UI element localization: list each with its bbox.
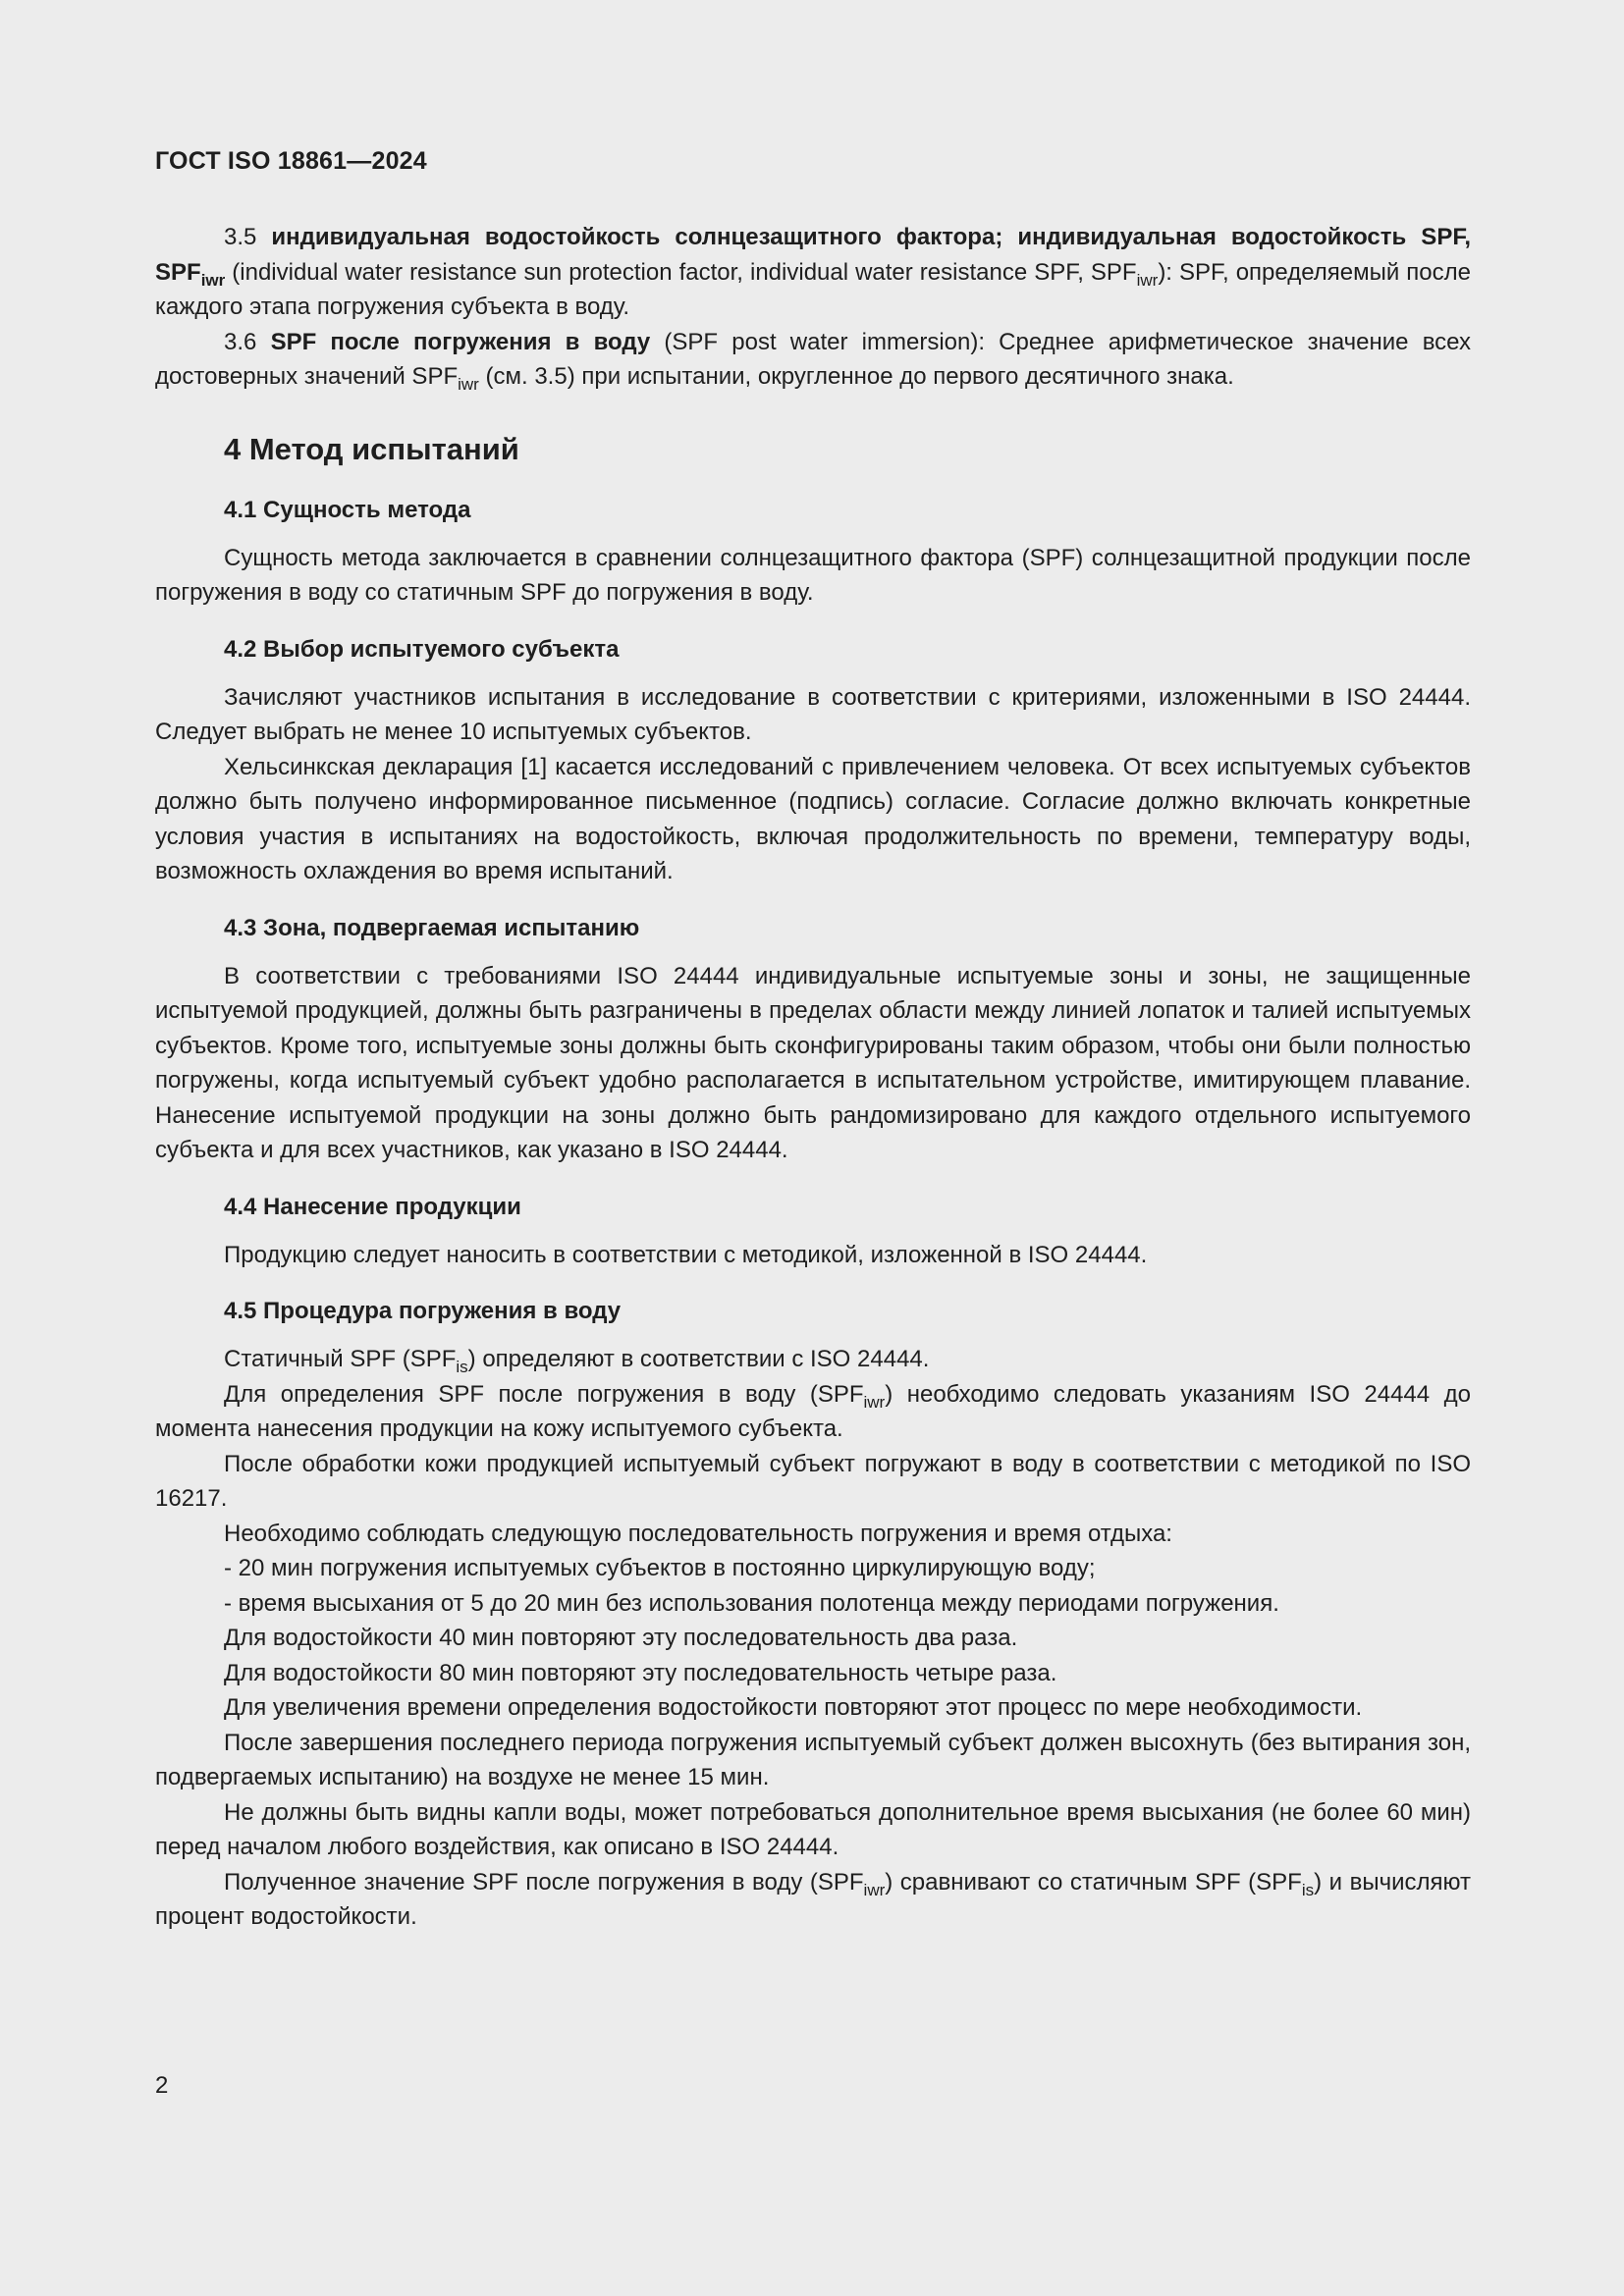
text: Статичный SPF (SPF: [224, 1346, 457, 1372]
document-body: [155, 220, 1471, 1935]
definition-text-end: (см. 3.5) при испытании, округленное до первого десятичного знака.: [478, 363, 1234, 390]
subsection-title-4-3: 4.3 Зона, подвергаемая испытанию: [224, 914, 640, 941]
definition-number: 3.6: [224, 328, 257, 355]
subscript: iwr: [863, 1880, 886, 1899]
definition-subscript: iwr: [458, 375, 479, 394]
paragraph: Необходимо соблюдать следующую последовательность погружения и время отдыха:: [224, 1520, 1172, 1547]
definition-3-6: [155, 325, 1471, 395]
text: ) определяют в соответствии с ISO 24444.: [467, 1346, 930, 1372]
definition-text: (SPF post water immersion): Среднее арифметическое значение всех достоверных значений SPF: [155, 328, 1471, 390]
english-term: (individual water resistance sun protection factor, individual water resistance SPF, SPF: [225, 258, 1137, 286]
paragraph: Для увеличения времени определения водостойкости повторяют этот процесс по мере необходимости.: [224, 1694, 1363, 1721]
definition-term: SPF после погружения в воду: [270, 328, 651, 355]
subsection-title-4-5: 4.5 Процедура погружения в воду: [224, 1298, 622, 1324]
paragraph: Для водостойкости 40 мин повторяют эту последовательность два раза.: [224, 1625, 1018, 1651]
subscript: iwr: [863, 1392, 886, 1412]
paragraph: [155, 1377, 1471, 1447]
paragraph: Хельсинкская декларация [1] касается исследований с привлечением человека. От всех испытуемых субъектов должно быть получено информированное письменное (подпись) согласие. Согласие должно включать конкретные условия участия в испытаниях на водостойкость, включая продолжительность по времени, температуру воды, возможность охлаждения во время испытаний.: [155, 753, 1471, 884]
list-item: - время высыхания от 5 до 20 мин без использования полотенца между периодами погружения.: [224, 1589, 1279, 1617]
paragraph: Продукцию следует наносить в соответствии с методикой, изложенной в ISO 24444.: [224, 1241, 1148, 1268]
text: Полученное значение SPF после погружения в воду (SPF: [224, 1868, 864, 1896]
definition-text: ): SPF, определяемый после каждого этапа погружения субъекта в воду.: [155, 258, 1471, 320]
definition-number: 3.5: [224, 224, 257, 250]
subscript: is: [456, 1358, 468, 1376]
paragraph: [155, 1342, 1471, 1377]
subsection-title-4-1: 4.1 Сущность метода: [224, 496, 471, 523]
term-subscript: iwr: [200, 270, 226, 290]
paragraph: После завершения последнего периода погружения испытуемый субъект должен высохнуть (без вытирания зон, подвергаемых испытанию) на воздухе не менее 15 мин.: [155, 1729, 1471, 1790]
subsection-title-4-4: 4.4 Нанесение продукции: [224, 1193, 521, 1220]
subsection-title-4-2: 4.2 Выбор испытуемого субъекта: [224, 635, 620, 663]
paragraph: Сущность метода заключается в сравнении солнцезащитного фактора (SPF) солнцезащитной продукции после погружения в воду со статичным SPF до погружения в воду.: [155, 544, 1471, 606]
text: ) необходимо следовать указаниям ISO 24444 до момента нанесения продукции на кожу испытуемого субъекта.: [155, 1380, 1471, 1442]
text: ) сравнивают со статичным SPF (SPF: [885, 1868, 1302, 1896]
paragraph: Зачисляют участников испытания в исследование в соответствии с критериями, изложенными в ISO 24444. Следует выбрать не менее 10 испытуемых субъектов.: [155, 683, 1471, 745]
english-subscript: iwr: [1136, 270, 1159, 290]
paragraph: Для водостойкости 80 мин повторяют эту последовательность четыре раза.: [224, 1659, 1057, 1686]
paragraph: После обработки кожи продукцией испытуемый субъект погружают в воду в соответствии с методикой по ISO 16217.: [155, 1450, 1471, 1512]
page-number: 2: [155, 2072, 169, 2099]
text: ) и вычисляют процент водостойкости.: [155, 1868, 1472, 1930]
paragraph: В соответствии с требованиями ISO 24444 индивидуальные испытуемые зоны и зоны, не защищенные испытуемой продукцией, должны быть разграничены в пределах области между линией лопаток и талией испытуемых субъектов. Кроме того, испытуемые зоны должны быть сконфигурированы таким образом, чтобы они были полностью погружены, когда испытуемый субъект удобно располагается в испытательном устройстве, имитирующем плавание. Нанесение испытуемой продукции на зоны должно быть рандомизировано для каждого отдельного испытуемого субъекта и для всех участников, как указано в ISO 24444.: [155, 962, 1471, 1163]
term-text: индивидуальная водостойкость солнцезащитного фактора; индивидуальная водостойкость SPF, SPF: [155, 224, 1471, 286]
text: Для определения SPF после погружения в воду (SPF: [224, 1380, 864, 1408]
section-title: 4 Метод испытаний: [224, 431, 519, 466]
document-header: ГОСТ ISO 18861—2024: [155, 147, 427, 175]
subscript: is: [1301, 1880, 1315, 1899]
list-item: - 20 мин погружения испытуемых субъектов в постоянно циркулирующую воду;: [224, 1555, 1096, 1581]
paragraph: [155, 1865, 1471, 1935]
paragraph: Не должны быть видны капли воды, может потребоваться дополнительное время высыхания (не более 60 мин) перед началом любого воздействия, как описано в ISO 24444.: [155, 1798, 1471, 1860]
definition-3-5: [155, 220, 1471, 325]
